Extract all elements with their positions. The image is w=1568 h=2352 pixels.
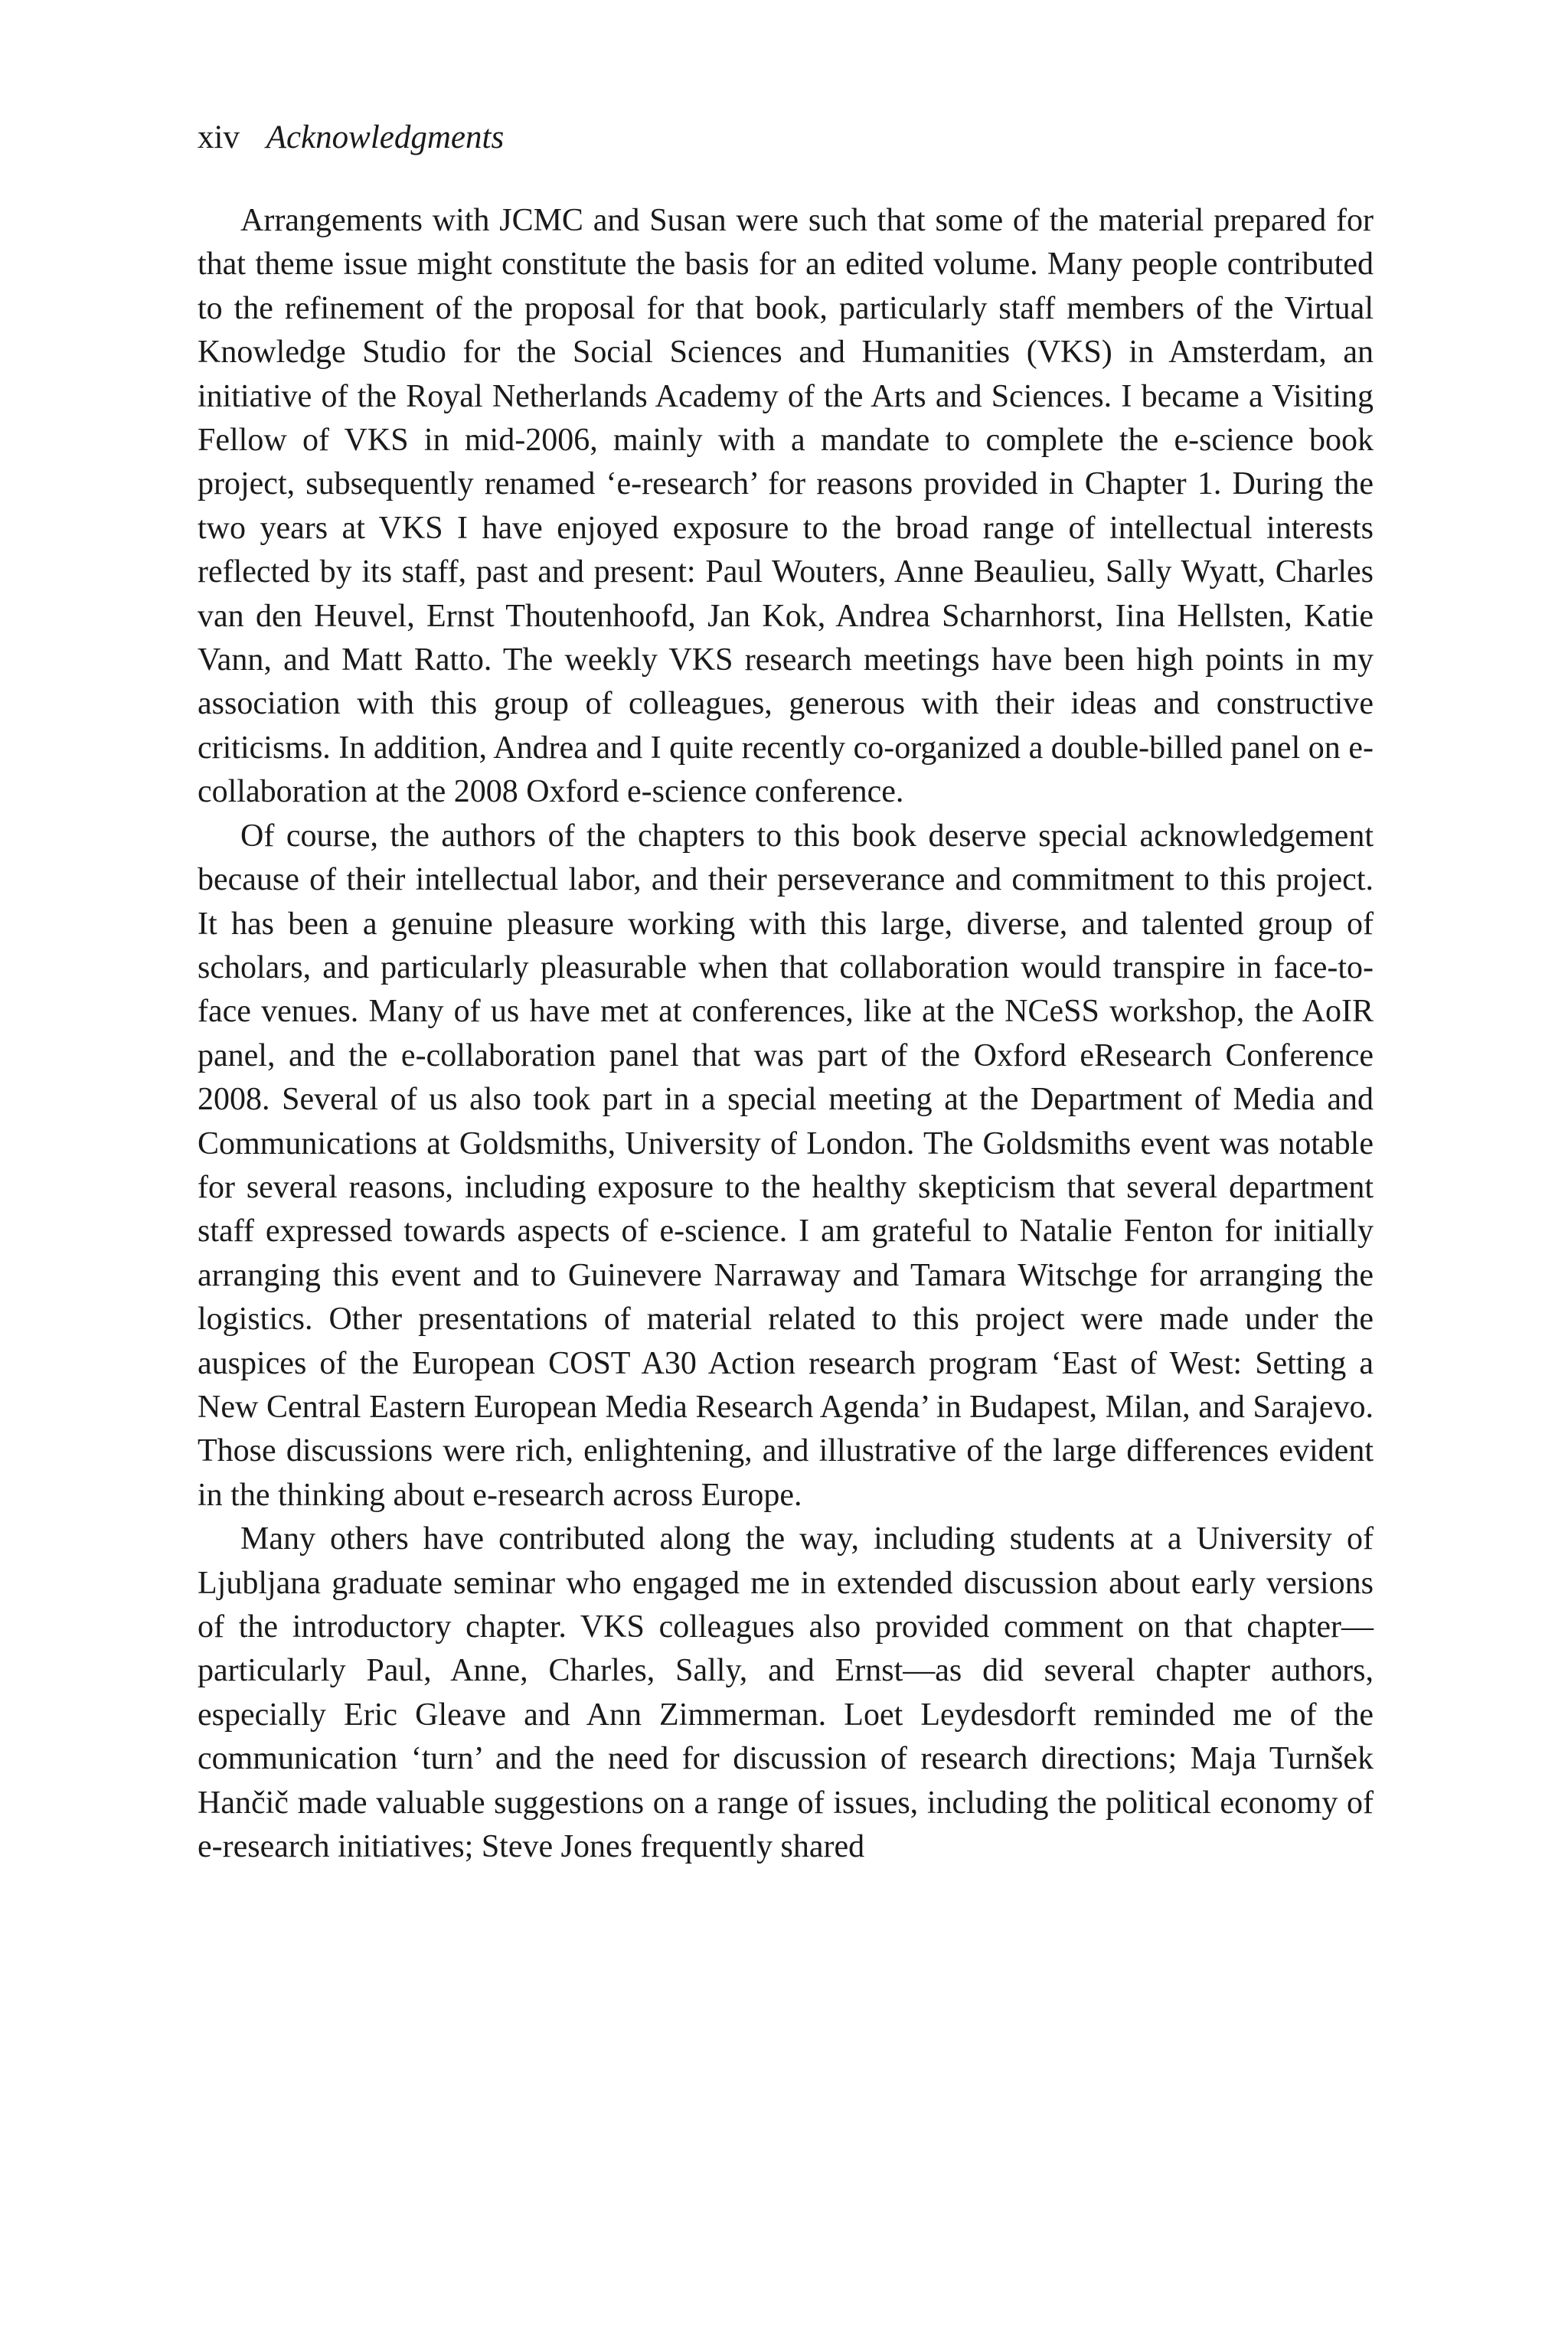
running-head-title: Acknowledgments [266,119,505,155]
page-number: xiv [198,119,240,155]
body-text [198,199,1374,1869]
paragraph-vks-fellowship: Arrangements with JCMC and Susan were such that some of the material prepared for that theme issue might constitute the basis for an edited volume. Many people contributed to the refinement of the proposal for that book, particularly staff members of the Virtual Knowledge Studio for the Social Sciences and Humanities (VKS) in Amsterdam, an initiative of the Royal Netherlands Academy of the Arts and Sciences. I became a Visiting Fellow of VKS in mid-2006, mainly with a mandate to complete the e-science book project, subsequently renamed ‘e-research’ for reasons provided in Chapter 1. During the two years at VKS I have enjoyed exposure to the broad range of intellectual interests reflected by its staff, past and present: Paul Wouters, Anne Beaulieu, Sally Wyatt, Charles van den Heuvel, Ernst Thoutenhoofd, Jan Kok, Andrea Scharnhorst, Iina Hellsten, Katie Vann, and Matt Ratto. The weekly VKS research meetings have been high points in my association with this group of colleagues, generous with their ideas and constructive criticisms. In addition, Andrea and I quite recently co-organized a double-billed panel on e-collaboration at the 2008 Oxford e-science conference. [198,203,1374,810]
book-page [198,115,1374,1869]
running-head [198,115,1374,161]
paragraph-chapter-authors: Of course, the authors of the chapters to this book deserve special acknowledgement because of their intellectual labor, and their perseverance and commitment to this project. It has been a genuine pleasure working with this large, diverse, and talented group of scholars, and particularly pleasurable when that collaboration would transpire in face-to-face venues. Many of us have met at conferences, like at the NCeSS workshop, the AoIR panel, and the e-collaboration panel that was part of the Oxford eResearch Conference 2008. Several of us also took part in a special meeting at the Department of Media and Communications at Goldsmiths, University of London. The Goldsmiths event was notable for several reasons, including exposure to the healthy skepticism that several department staff expressed towards aspects of e-science. I am grateful to Natalie Fenton for initially arranging this event and to Guinevere Narraway and Tamara Witschge for arranging the logistics. Other presentations of material related to this project were made under the auspices of the European COST A30 Action research program ‘East of West: Setting a New Central Eastern European Media Research Agenda’ in Budapest, Milan, and Sarajevo. Those discussions were rich, enlightening, and illustrative of the large differences evident in the thinking about e-research across Europe. [198,818,1374,1513]
paragraph-other-contributors: Many others have contributed along the way, including students at a University of Ljubljana graduate seminar who engaged me in extended discussion about early versions of the introductory chapter. VKS colleagues also provided comment on that chapter—particularly Paul, Anne, Charles, Sally, and Ernst—as did several chapter authors, especially Eric Gleave and Ann Zimmerman. Loet Leydesdorft reminded me of the communication ‘turn’ and the need for discussion of research directions; Maja Turnšek Hančič made valuable suggestions on a range of issues, including the political economy of e-research initiatives; Steve Jones frequently shared [198,1521,1374,1865]
